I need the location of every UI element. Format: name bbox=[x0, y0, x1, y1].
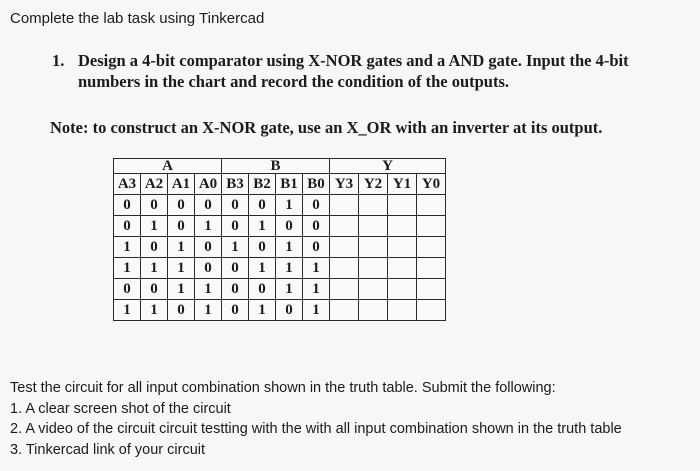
table-cell: 1 bbox=[195, 279, 222, 300]
output-cell bbox=[359, 300, 388, 321]
table-cell: 1 bbox=[141, 216, 168, 237]
output-cell bbox=[417, 216, 446, 237]
output-cell bbox=[330, 258, 359, 279]
table-row bbox=[114, 237, 446, 258]
instructions bbox=[10, 378, 622, 460]
output-cell bbox=[417, 237, 446, 258]
table-cell: 1 bbox=[276, 195, 303, 216]
table-row bbox=[114, 216, 446, 237]
output-cell bbox=[330, 300, 359, 321]
output-cell bbox=[330, 195, 359, 216]
table-cell: 0 bbox=[114, 195, 141, 216]
table-cell: 0 bbox=[303, 195, 330, 216]
output-cell bbox=[359, 279, 388, 300]
table-cell: 0 bbox=[303, 237, 330, 258]
table-cell: 1 bbox=[114, 258, 141, 279]
output-cell bbox=[388, 279, 417, 300]
output-cell bbox=[388, 258, 417, 279]
instruction-item: 2. A video of the circuit circuit testting with the with all input combination shown in the truth table bbox=[10, 421, 622, 437]
table-cell: 1 bbox=[141, 258, 168, 279]
output-cell bbox=[359, 237, 388, 258]
table-cell: 1 bbox=[249, 258, 276, 279]
output-cell bbox=[417, 258, 446, 279]
table-cell: 0 bbox=[168, 300, 195, 321]
instruction-item: 3. Tinkercad link of your circuit bbox=[10, 441, 206, 458]
table-cell: 0 bbox=[222, 279, 249, 300]
table-cell: 1 bbox=[168, 279, 195, 300]
output-cell bbox=[359, 195, 388, 216]
table-cell: 1 bbox=[222, 237, 249, 258]
column-header: B3 bbox=[222, 174, 249, 195]
column-header: Y0 bbox=[417, 174, 446, 195]
header-text: Complete the lab task using Tinkercad bbox=[10, 10, 265, 27]
instruction-item: 1. A clear screen shot of the circuit bbox=[10, 400, 231, 417]
table-cell: 1 bbox=[276, 279, 303, 300]
table-cell: 0 bbox=[249, 237, 276, 258]
table-cell: 1 bbox=[141, 300, 168, 321]
group-a-header: A bbox=[114, 159, 222, 174]
table-cell: 1 bbox=[114, 300, 141, 321]
table-row bbox=[114, 279, 446, 300]
table-cell: 1 bbox=[168, 237, 195, 258]
output-cell bbox=[330, 237, 359, 258]
column-header: Y2 bbox=[359, 174, 388, 195]
group-header-row bbox=[114, 159, 446, 174]
table-cell: 0 bbox=[195, 195, 222, 216]
table-cell: 0 bbox=[114, 279, 141, 300]
table-cell: 0 bbox=[222, 258, 249, 279]
table-cell: 0 bbox=[195, 237, 222, 258]
column-header: A2 bbox=[141, 174, 168, 195]
table-cell: 0 bbox=[276, 300, 303, 321]
column-header: Y3 bbox=[330, 174, 359, 195]
column-header-row bbox=[114, 174, 446, 195]
output-cell bbox=[388, 195, 417, 216]
instructions-intro: Test the circuit for all input combination shown in the truth table. Submit the following: bbox=[10, 380, 556, 396]
table-cell: 1 bbox=[249, 216, 276, 237]
column-header: B1 bbox=[276, 174, 303, 195]
output-cell bbox=[359, 258, 388, 279]
output-cell bbox=[417, 195, 446, 216]
table-cell: 0 bbox=[141, 237, 168, 258]
table-cell: 1 bbox=[303, 279, 330, 300]
column-header: B0 bbox=[303, 174, 330, 195]
table-cell: 0 bbox=[303, 216, 330, 237]
table-cell: 1 bbox=[114, 237, 141, 258]
table-cell: 0 bbox=[114, 216, 141, 237]
table-cell: 0 bbox=[222, 216, 249, 237]
table-cell: 1 bbox=[195, 300, 222, 321]
output-cell bbox=[417, 300, 446, 321]
table-cell: 0 bbox=[168, 216, 195, 237]
table-cell: 0 bbox=[222, 195, 249, 216]
table-cell: 1 bbox=[303, 300, 330, 321]
table-cell: 0 bbox=[276, 216, 303, 237]
output-cell bbox=[330, 279, 359, 300]
output-cell bbox=[330, 216, 359, 237]
note-text: Note: to construct an X-NOR gate, use an X_OR with an inverter at its output. bbox=[50, 118, 603, 137]
column-header: A0 bbox=[195, 174, 222, 195]
column-header: B2 bbox=[249, 174, 276, 195]
table-cell: 0 bbox=[249, 195, 276, 216]
column-header: A1 bbox=[168, 174, 195, 195]
table-cell: 1 bbox=[276, 258, 303, 279]
output-cell bbox=[417, 279, 446, 300]
task-text: Design a 4-bit comparator using X-NOR gates and a AND gate. Input the 4-bit numbers in the chart and record the condition of the outputs. bbox=[78, 51, 629, 91]
table-cell: 0 bbox=[141, 195, 168, 216]
task-number: 1. bbox=[52, 51, 65, 70]
table-cell: 1 bbox=[195, 216, 222, 237]
table-row bbox=[114, 300, 446, 321]
group-b-header: B bbox=[222, 159, 330, 174]
output-cell bbox=[359, 216, 388, 237]
column-header: A3 bbox=[114, 174, 141, 195]
table-cell: 0 bbox=[249, 279, 276, 300]
table-cell: 0 bbox=[222, 300, 249, 321]
table-cell: 0 bbox=[141, 279, 168, 300]
table-cell: 1 bbox=[168, 258, 195, 279]
table-cell: 0 bbox=[195, 258, 222, 279]
group-y-header: Y bbox=[330, 159, 446, 174]
output-cell bbox=[388, 300, 417, 321]
table-cell: 1 bbox=[303, 258, 330, 279]
table-cell: 1 bbox=[249, 300, 276, 321]
output-cell bbox=[388, 237, 417, 258]
table-cell: 1 bbox=[276, 237, 303, 258]
table-row bbox=[114, 195, 446, 216]
column-header: Y1 bbox=[388, 174, 417, 195]
truth-table bbox=[113, 158, 446, 321]
table-row bbox=[114, 258, 446, 279]
output-cell bbox=[388, 216, 417, 237]
table-cell: 0 bbox=[168, 195, 195, 216]
